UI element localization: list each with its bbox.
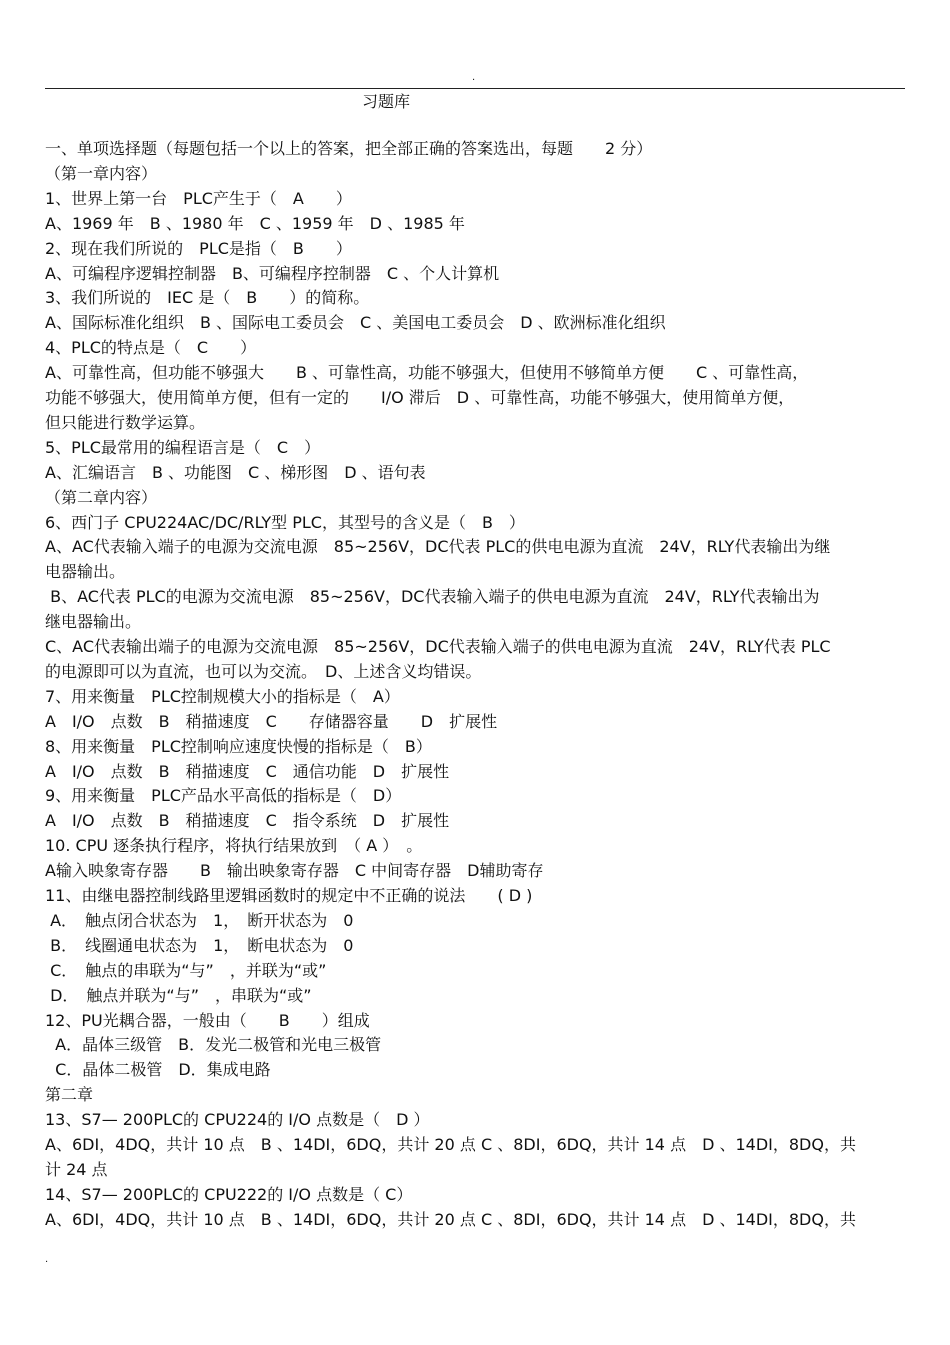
text-line: 1、世界上第一台 PLC产生于（ A ） [45, 188, 352, 208]
text-line: D． 触点并联为“与” ，串联为“或” [45, 985, 312, 1005]
text-line: 第二章 [45, 1085, 94, 1105]
text-line: 14、S7— 200PLC的 CPU222的 I/O 点数是（ C） [45, 1184, 413, 1204]
text-line: 继电器输出。 [45, 612, 142, 632]
text-line: 13、S7— 200PLC的 CPU224的 I/O 点数是（ D ） [45, 1110, 430, 1130]
text-line: A I/O 点数 B 稍描速度 C 指令系统 D 扩展性 [45, 811, 450, 831]
text-line: A、6DI，4DQ，共计 10 点 B 、14DI，6DQ，共计 20 点 C 、8DI，6DQ，共计 14 点 D 、14DI，8DQ，共 [45, 1209, 856, 1229]
text-line: 11、由继电器控制线路里逻辑函数时的规定中不正确的说法 ( D ) [45, 886, 533, 905]
text-line: A． 触点闭合状态为 1， 断开状态为 0 [45, 910, 354, 930]
text-line: C． 触点的串联为“与” ，并联为“或” [45, 960, 327, 980]
text-line: A、6DI，4DQ，共计 10 点 B 、14DI，6DQ，共计 20 点 C 、8DI，6DQ，共计 14 点 D 、14DI，8DQ，共 [45, 1135, 856, 1154]
text-line: A、1969 年 B 、1980 年 C 、1959 年 D 、1985 年 [45, 213, 465, 233]
text-line: 12、PU光耦合器，一般由（ B ）组成 [45, 1010, 370, 1030]
page-title: 习题库 [362, 92, 411, 111]
text-line: A、汇编语言 B 、功能图 C 、梯形图 D 、语句表 [45, 462, 426, 482]
text-line: 的电源即可以为直流，也可以为交流。 D、上述含义均错误。 [45, 661, 482, 681]
header-rule [45, 88, 905, 89]
text-line: 2、现在我们所说的 PLC是指（ B ） [45, 238, 352, 258]
text-line: 4、PLC的特点是（ C ） [45, 338, 257, 358]
text-line: 但只能进行数学运算。 [45, 412, 206, 432]
text-line: A．晶体三级管 B．发光二极管和光电三极管 [45, 1035, 382, 1055]
footer-dot: . [45, 1254, 49, 1265]
text-line: 8、用来衡量 PLC控制响应速度快慢的指标是（ B） [45, 736, 432, 756]
text-line: 功能不够强大，使用简单方便，但有一定的 I/O 滞后 D 、可靠性高，功能不够强大，使用简单方便， [45, 388, 795, 407]
text-line: 计 24 点 [45, 1159, 108, 1179]
text-line: B、AC代表 PLC的电源为交流电源 85~256V，DC代表输入端子的供电电源为直流 24V，RLY代表输出为 [45, 587, 820, 607]
text-line: A、可靠性高，但功能不够强大 B 、可靠性高，功能不够强大，但使用不够简单方便 C 、可靠性高， [45, 363, 809, 383]
text-line: 一、单项选择题（每题包括一个以上的答案，把全部正确的答案选出，每题 2 分） [45, 139, 653, 158]
text-line: 9、用来衡量 PLC产品水平高低的指标是（ D） [45, 786, 402, 806]
text-line: 电器输出。 [45, 562, 126, 582]
text-line: A、AC代表输入端子的电源为交流电源 85~256V，DC代表 PLC的供电电源为直流 24V，RLY代表输出为继 [45, 537, 831, 557]
text-line: C、AC代表输出端子的电源为交流电源 85~256V，DC代表输入端子的供电电源为直流 24V，RLY代表 PLC [45, 637, 831, 656]
text-line: （第二章内容） [45, 487, 158, 507]
text-line: A、国际标准化组织 B 、国际电工委员会 C 、美国电工委员会 D 、欧洲标准化组织 [45, 313, 666, 333]
text-line: 7、用来衡量 PLC控制规模大小的指标是（ A） [45, 686, 400, 706]
text-line: 10. CPU 逐条执行程序，将执行结果放到 （ A ） 。 [45, 836, 423, 856]
text-line: C．晶体二极管 D．集成电路 [45, 1060, 271, 1080]
text-line: 5、PLC最常用的编程语言是（ C ） [45, 437, 321, 457]
text-line: （第一章内容） [45, 163, 158, 183]
text-line: A I/O 点数 B 稍描速度 C 通信功能 D 扩展性 [45, 761, 450, 781]
text-line: A输入映象寄存器 B 输出映象寄存器 C 中间寄存器 D辅助寄存 [45, 861, 544, 881]
text-line: 6、西门子 CPU224AC/DC/RLY型 PLC，其型号的含义是（ B ） [45, 512, 525, 532]
text-line: 3、我们所说的 IEC 是（ B ）的简称。 [45, 288, 370, 308]
header-dot: . [472, 72, 476, 83]
text-line: A、可编程序逻辑控制器 B、可编程序控制器 C 、个人计算机 [45, 263, 500, 283]
text-line: B． 线圈通电状态为 1， 断电状态为 0 [45, 935, 354, 955]
text-line: A I/O 点数 B 稍描速度 C 存储器容量 D 扩展性 [45, 711, 498, 731]
